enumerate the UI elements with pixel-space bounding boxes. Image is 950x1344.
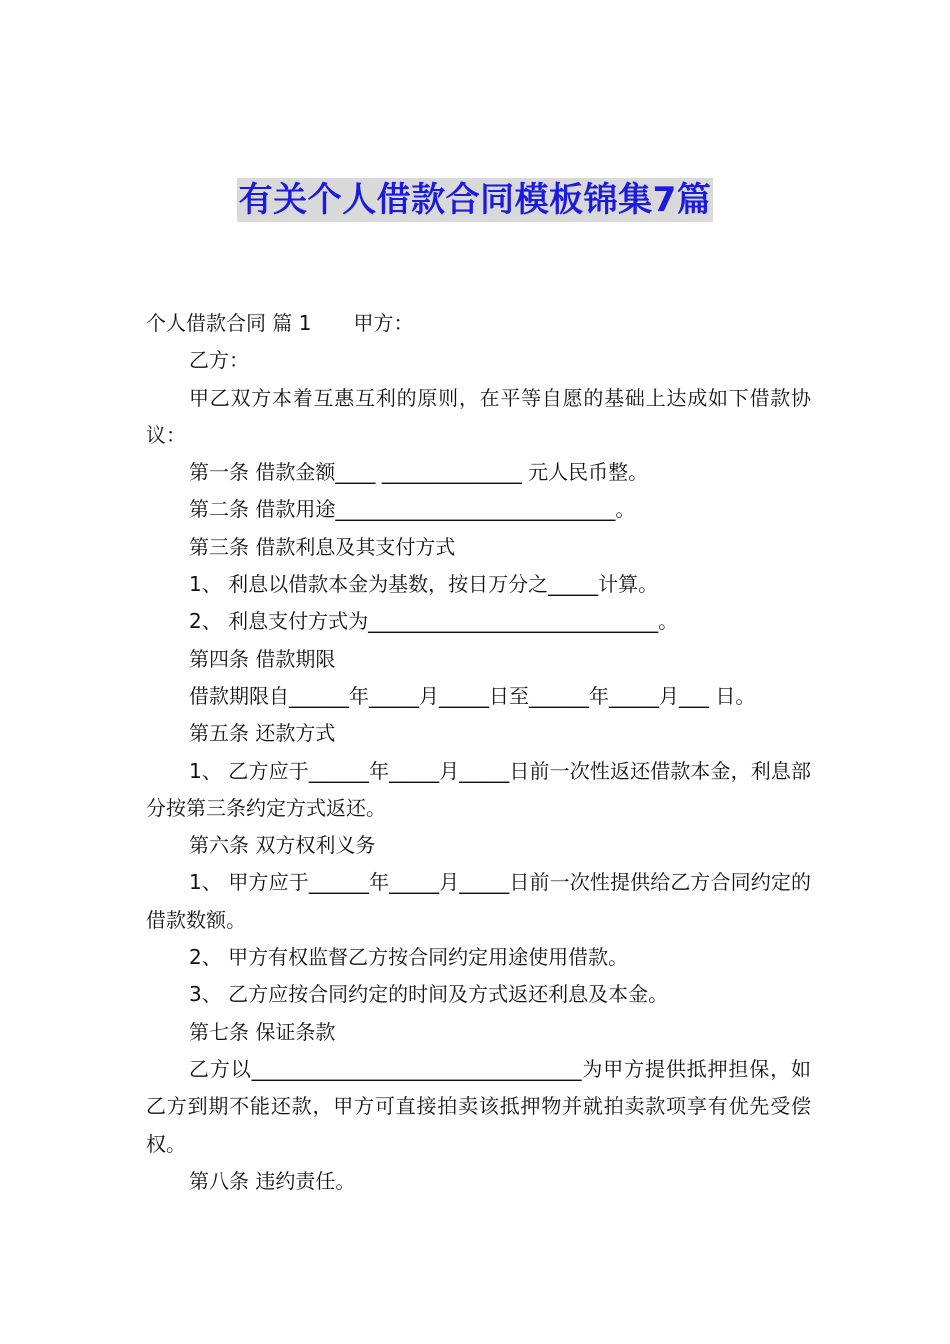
article-5: 第五条 还款方式 — [189, 721, 336, 746]
article-7-item-1: 乙方以_________________________________为甲方提供抵押担保，如乙方到期不能还款，甲方可直接拍卖该抵押物并就拍卖款项享有优先受偿权。 — [146, 1056, 811, 1156]
article-1: 第一条 借款金额____ ______________ 元人民币整。 — [189, 460, 649, 485]
party-a-label: 甲方： — [353, 311, 414, 335]
title-block — [0, 178, 950, 222]
article-8: 第八条 违约责任。 — [189, 1168, 356, 1193]
contract-heading: 个人借款合同 篇 1 — [146, 311, 312, 335]
article-4: 第四条 借款期限 — [189, 646, 336, 671]
article-2: 第二条 借款用途____________________________。 — [189, 497, 636, 522]
article-6-item-1: 1、 甲方应于______年_____月_____日前一次性提供给乙方合同约定的借款数额。 — [146, 870, 811, 932]
article-3-item-2: 2、 利息支付方式为_____________________________。 — [189, 609, 679, 634]
preamble-paragraph: 甲乙双方本着互惠互利的原则，在平等自愿的基础上达成如下借款协议： — [146, 385, 811, 447]
article-6-item-3: 3、 乙方应按合同约定的时间及方式返还利息及本金。 — [189, 982, 669, 1007]
article-6-item-2: 2、 甲方有权监督乙方按合同约定用途使用借款。 — [189, 945, 629, 970]
heading-line — [146, 305, 811, 342]
document-title: 有关个人借款合同模板锦集7篇 — [238, 180, 712, 220]
article-5-item-1: 1、 乙方应于______年_____月_____日前一次性返还借款本金，利息部分按第三条约定方式返还。 — [146, 758, 811, 820]
document-body — [146, 305, 811, 1200]
article-3-item-1: 1、 利息以借款本金为基数，按日万分之_____计算。 — [189, 572, 659, 597]
article-7: 第七条 保证条款 — [189, 1019, 336, 1044]
party-b-label: 乙方： — [189, 348, 249, 373]
article-3: 第三条 借款利息及其支付方式 — [189, 534, 456, 559]
article-6: 第六条 双方权利义务 — [189, 833, 376, 858]
article-4-term: 借款期限自______年_____月_____日至______年_____月___ 日。 — [189, 683, 756, 708]
